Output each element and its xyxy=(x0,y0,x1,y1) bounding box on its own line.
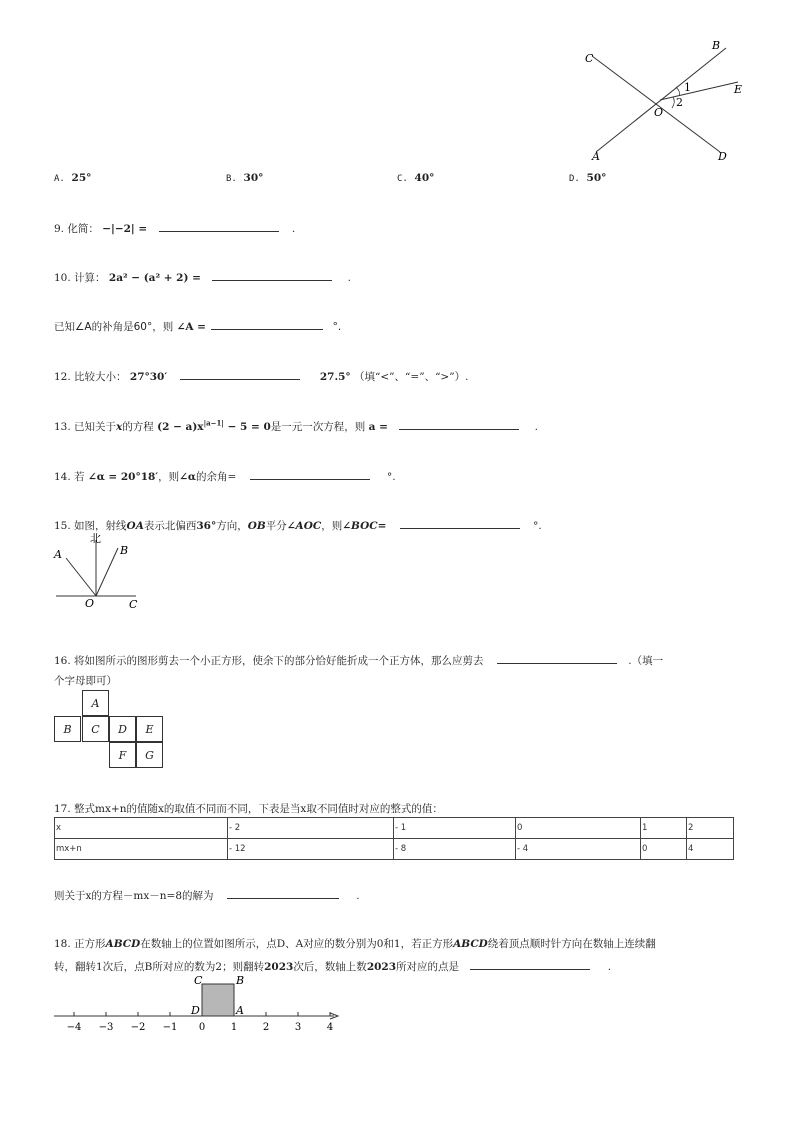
q15-prefix: 15. 如图，射线 xyxy=(54,520,127,532)
question-16-line-2 xyxy=(54,673,117,688)
q15-ray: OA xyxy=(126,520,144,532)
net-cell-e: E xyxy=(136,716,163,742)
option-value: 40° xyxy=(414,172,435,184)
label-d: D xyxy=(191,1004,200,1017)
q18-abcd-2: ABCD xyxy=(453,938,488,950)
q18-text-c: 绕着顶点顺时针方向在数轴上连续翻 xyxy=(487,938,656,950)
net-cell-a: A xyxy=(82,690,109,716)
q15-deg: 36° xyxy=(196,520,217,532)
q12-prefix: 12. 比较大小： xyxy=(54,371,127,383)
q17-text: 17. 整式mx+n的值随x的取值不同而不同，下表是当x取不同值时对应的整式的值： xyxy=(54,803,443,815)
axis-tick-label: 4 xyxy=(326,1022,334,1033)
q15-aoc: ∠AOC xyxy=(286,520,322,532)
table-cell: 1 xyxy=(641,818,687,839)
option-value: 25° xyxy=(71,172,92,184)
q17-conclusion: 则关于x的方程－mx－n=8的解为 xyxy=(54,890,214,902)
label-o: O xyxy=(85,597,95,610)
q15-direction-figure xyxy=(52,532,152,614)
table-row xyxy=(55,818,734,839)
question-15 xyxy=(54,517,542,533)
q18-abcd: ABCD xyxy=(105,938,141,950)
question-18-line-1 xyxy=(54,936,656,951)
q12-value2: 27.5° xyxy=(319,371,351,383)
q9-prefix: 9. 化简： xyxy=(54,223,99,235)
table-cell: 0 xyxy=(516,818,641,839)
option-letter: C. xyxy=(397,174,408,184)
table-cell: mx+n xyxy=(55,839,228,860)
q14-end: °. xyxy=(387,471,396,483)
axis-tick-label: 2 xyxy=(262,1022,270,1033)
net-cell-g: G xyxy=(136,742,163,768)
question-11 xyxy=(54,318,341,334)
q8-option-b[interactable] xyxy=(226,172,263,184)
q13-mid2: 是一元一次方程，则 xyxy=(270,421,366,433)
option-letter: B. xyxy=(226,174,237,184)
axis-tick-label: 0 xyxy=(198,1022,206,1033)
question-14 xyxy=(54,468,396,484)
q15-end: °. xyxy=(533,520,542,532)
question-16-line-1 xyxy=(54,652,663,668)
q10-answer-blank[interactable] xyxy=(212,269,332,281)
table-cell: - 1 xyxy=(394,818,516,839)
q16-text-2: 个字母即可） xyxy=(54,675,117,687)
q17-answer-blank[interactable] xyxy=(227,887,339,899)
q13-expr2: − 5 = 0 xyxy=(223,421,271,433)
q15-mid3: 平分 xyxy=(265,520,287,532)
table-cell: - 12 xyxy=(228,839,394,860)
q13-var: x xyxy=(116,421,123,433)
q18-text-e: 次后，数轴上数 xyxy=(293,961,367,973)
q15-ob: OB xyxy=(247,520,266,532)
axis-tick-label: −1 xyxy=(162,1022,178,1033)
label-a: A xyxy=(54,548,62,561)
label-c: C xyxy=(194,974,203,987)
label-o: O xyxy=(654,106,664,119)
q11-text: 已知∠A的补角是60°，则 xyxy=(54,321,174,333)
q18-text-a: 18. 正方形 xyxy=(54,938,106,950)
q16-text: 16. 将如图所示的图形剪去一个小正方形，使余下的部分恰好能折成一个正方体，那么应剪去 xyxy=(54,655,484,667)
net-cell-c: C xyxy=(82,716,109,742)
question-17 xyxy=(54,801,443,816)
q9-end: . xyxy=(291,223,296,235)
q9-answer-blank[interactable] xyxy=(159,220,279,232)
q18-number-line xyxy=(50,972,350,1038)
angle-arc-2 xyxy=(672,97,674,108)
label-2: 2 xyxy=(676,96,683,109)
label-b: B xyxy=(120,544,129,557)
ray-ob xyxy=(96,548,118,596)
q15-mid2: 方向， xyxy=(216,520,248,532)
axis-tick-label: 3 xyxy=(294,1022,302,1033)
table-cell: 4 xyxy=(687,839,734,860)
q15-boc: ∠BOC= xyxy=(342,520,387,532)
q16-end: .（填一 xyxy=(628,655,664,667)
table-cell: - 8 xyxy=(394,839,516,860)
question-10 xyxy=(54,269,351,285)
label-c: C xyxy=(585,52,594,65)
q13-answer-blank[interactable] xyxy=(399,418,519,430)
q14-mid: ，则 xyxy=(158,471,180,483)
axis-tick-label: −4 xyxy=(66,1022,82,1033)
label-d: D xyxy=(718,150,727,163)
option-letter: D. xyxy=(569,174,580,184)
q15-mid: 表示北偏西 xyxy=(143,520,197,532)
table-cell: - 2 xyxy=(228,818,394,839)
q10-prefix: 10. 计算： xyxy=(54,272,106,284)
q11-answer-blank[interactable] xyxy=(211,318,323,330)
ray-oa xyxy=(66,558,96,596)
q11-expr: ∠A = xyxy=(176,321,206,333)
q18-text-f: 所对应的点是 xyxy=(396,961,460,973)
q15-mid4: ，则 xyxy=(321,520,343,532)
q10-end: . xyxy=(347,272,351,284)
q12-hint: （填“<”、“=”、“>”）. xyxy=(354,371,469,383)
q18-end: . xyxy=(607,961,612,973)
label-c: C xyxy=(129,598,138,611)
q16-answer-blank[interactable] xyxy=(497,652,617,664)
question-9 xyxy=(54,220,295,236)
label-1: 1 xyxy=(684,81,691,94)
q18-text-d: 转，翻转1次后，点B所对应的数为2；则翻转 xyxy=(54,961,265,973)
question-12 xyxy=(54,368,468,384)
q14-expr: ∠α = 20°18′ xyxy=(87,471,159,483)
option-value: 30° xyxy=(243,172,264,184)
q8-option-a[interactable] xyxy=(54,172,91,184)
q14-mid2: 的余角= xyxy=(196,471,237,483)
q13-end: . xyxy=(534,421,538,433)
axis-tick-label: −3 xyxy=(98,1022,114,1033)
q13-expr: (2 − a)x xyxy=(157,421,204,433)
q13-mid: 的方程 xyxy=(122,421,154,433)
q8-option-d[interactable] xyxy=(569,172,606,184)
table-row xyxy=(55,839,734,860)
label-b: B xyxy=(236,974,245,987)
q18-text-b: 在数轴上的位置如图所示，点D、A对应的数分别为0和1，若正方形 xyxy=(140,938,454,950)
square-abcd xyxy=(202,984,234,1016)
q15-answer-blank[interactable] xyxy=(400,517,520,529)
q14-answer-blank[interactable] xyxy=(250,468,370,480)
q12-answer-blank[interactable] xyxy=(180,368,300,380)
q11-end: °. xyxy=(332,321,342,333)
q14-expr2: ∠α xyxy=(179,471,197,483)
table-cell: x xyxy=(55,818,228,839)
q9-expr: −|−2| = xyxy=(102,223,148,235)
label-e: E xyxy=(734,83,743,96)
question-13 xyxy=(54,418,538,434)
q14-prefix: 14. 若 xyxy=(54,471,85,483)
axis-tick-label: −2 xyxy=(130,1022,146,1033)
q13-prefix: 13. 已知关于 xyxy=(54,421,117,433)
q13-ans: a = xyxy=(368,421,388,433)
q18-answer-blank[interactable] xyxy=(470,958,590,970)
angle-arc-1 xyxy=(676,87,680,96)
question-17-conclusion xyxy=(54,887,360,903)
table-cell: 0 xyxy=(641,839,687,860)
option-value: 50° xyxy=(586,172,607,184)
q8-option-c[interactable] xyxy=(397,172,434,184)
q13-exponent: |a−1| xyxy=(203,418,224,428)
label-north: 北 xyxy=(90,532,101,545)
q18-n1: 2023 xyxy=(264,961,294,973)
net-cell-f: F xyxy=(109,742,136,768)
option-letter: A. xyxy=(54,174,65,184)
label-a: A xyxy=(592,150,600,163)
table-cell: 2 xyxy=(687,818,734,839)
net-cell-d: D xyxy=(109,716,136,742)
label-a: A xyxy=(236,1004,244,1017)
axis-tick-label: 1 xyxy=(230,1022,238,1033)
q18-n2: 2023 xyxy=(366,961,397,973)
net-cell-b: B xyxy=(54,716,81,742)
label-b: B xyxy=(712,39,721,52)
q17-value-table xyxy=(54,817,734,860)
q17-end: . xyxy=(356,890,360,902)
q12-expr: 27°30′ xyxy=(129,371,168,383)
q8-angle-figure xyxy=(580,36,750,166)
q10-expr: 2a² − (a² + 2) = xyxy=(108,272,201,284)
table-cell: - 4 xyxy=(516,839,641,860)
